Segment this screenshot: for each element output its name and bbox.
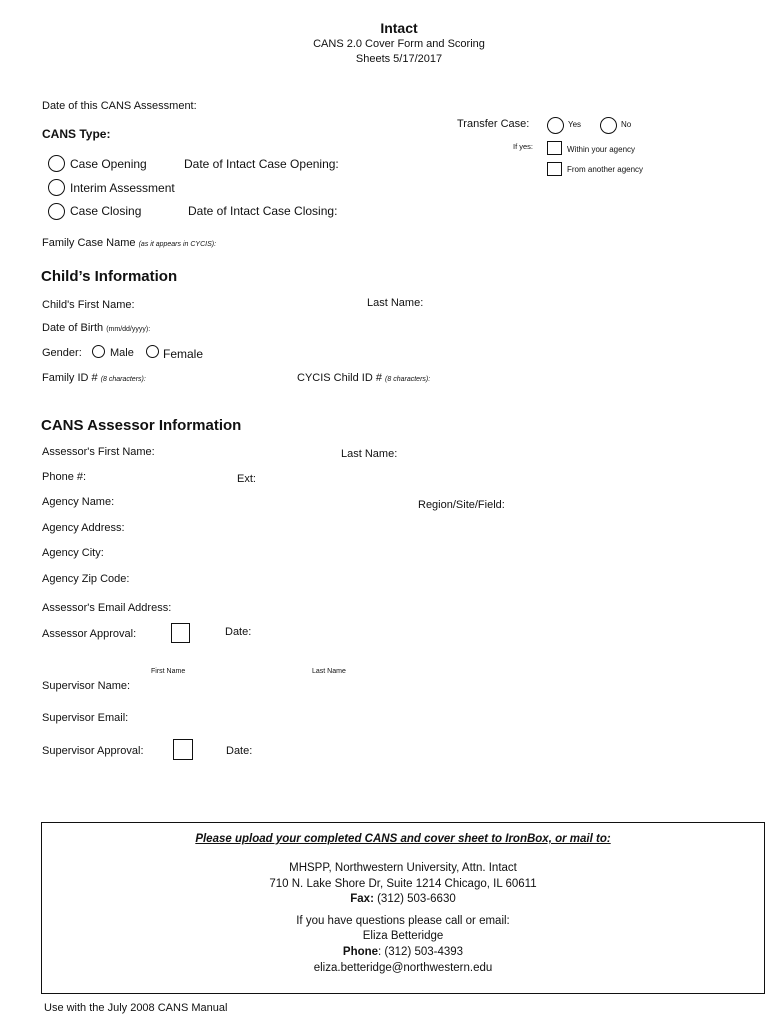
supervisor-approval-label: Supervisor Approval: (42, 745, 144, 757)
assessor-info-heading: CANS Assessor Information (41, 417, 242, 434)
upload-instructions: Please upload your completed CANS and cover sheet to IronBox, or mail to: (195, 833, 611, 845)
family-case-name-text: Family Case Name (42, 237, 136, 249)
gender-female-radio[interactable] (146, 345, 159, 358)
cycis-id-note: (8 characters): (385, 376, 431, 383)
cycis-id-label (297, 372, 430, 384)
supervisor-last-name-hint: Last Name (312, 668, 346, 675)
contact-phone-number: : (312) 503-4393 (378, 946, 464, 958)
ext-label: Ext: (237, 473, 256, 485)
case-opening-radio[interactable] (48, 155, 65, 172)
phone-label: Phone #: (42, 471, 87, 483)
transfer-yes-radio[interactable] (547, 117, 564, 134)
agency-address-label: Agency Address: (42, 522, 125, 534)
contact-name: Eliza Betteridge (362, 930, 444, 942)
agency-name-label: Agency Name: (42, 496, 115, 508)
supervisor-email-label: Supervisor Email: (42, 712, 129, 724)
transfer-if-yes-label: If yes: (513, 142, 534, 151)
footer-note: Use with the July 2008 CANS Manual (44, 1002, 228, 1014)
cans-type-label: CANS Type: (42, 127, 111, 141)
case-closing-label: Case Closing (70, 204, 142, 218)
agency-city-label: Agency City: (42, 547, 104, 559)
case-opening-label: Case Opening (70, 157, 147, 171)
child-first-name-label: Child's First Name: (42, 299, 135, 311)
within-agency-label: Within your agency (567, 145, 636, 154)
form-title: Intact (380, 20, 418, 36)
transfer-no-label: No (621, 120, 632, 129)
assessor-last-name-label: Last Name: (341, 448, 398, 460)
supervisor-first-name-hint: First Name (151, 668, 186, 675)
mail-address-line2: 710 N. Lake Shore Dr, Suite 1214 Chicago, IL 60611 (269, 878, 537, 890)
fax-number: (312) 503-6630 (373, 893, 456, 905)
transfer-no-radio[interactable] (600, 117, 617, 134)
questions-line: If you have questions please call or email: (296, 915, 510, 927)
mail-address-line1: MHSPP, Northwestern University, Attn. Intact (289, 862, 517, 874)
family-id-text: Family ID # (42, 372, 98, 384)
family-case-name-note: (as it appears in CYCIS): (138, 241, 217, 248)
child-info-heading: Child’s Information (41, 268, 178, 285)
fax-line (42, 893, 764, 905)
form-subtitle-line2: Sheets 5/17/2017 (355, 53, 443, 65)
transfer-case-label: Transfer Case: (457, 118, 530, 130)
child-last-name-label: Last Name: (367, 297, 424, 309)
assessor-approval-checkbox[interactable] (171, 623, 190, 643)
family-id-note: (8 characters): (100, 376, 146, 383)
supervisor-date-label: Date: (226, 745, 253, 757)
gender-label: Gender: (42, 347, 82, 359)
cycis-id-text: CYCIS Child ID # (297, 372, 382, 384)
fax-label: Fax: (350, 893, 374, 905)
transfer-yes-label: Yes (568, 120, 582, 129)
dob-label (42, 322, 150, 334)
interim-radio[interactable] (48, 179, 65, 196)
another-agency-label: From another agency (567, 165, 644, 174)
date-case-opening-label: Date of Intact Case Opening: (184, 157, 339, 171)
interim-label: Interim Assessment (70, 181, 175, 195)
dob-text: Date of Birth (42, 322, 104, 334)
gender-female-label: Female (163, 347, 204, 361)
phone-line (42, 946, 764, 958)
mail-instructions-box (41, 822, 765, 994)
family-case-name-label (42, 237, 216, 249)
dob-note: (mm/dd/yyyy): (106, 326, 151, 333)
form-subtitle-line1: CANS 2.0 Cover Form and Scoring (313, 38, 485, 50)
assessor-approval-label: Assessor Approval: (42, 628, 137, 640)
within-agency-checkbox[interactable] (547, 141, 562, 155)
date-case-closing-label: Date of Intact Case Closing: (188, 204, 338, 218)
region-label: Region/Site/Field: (418, 499, 505, 511)
contact-email: eliza.betteridge@northwestern.edu (313, 962, 493, 974)
gender-male-label: Male (110, 347, 134, 359)
another-agency-checkbox[interactable] (547, 162, 562, 176)
agency-zip-label: Agency Zip Code: (42, 573, 130, 585)
contact-phone-label: Phone (342, 946, 379, 958)
assessor-date-label: Date: (225, 626, 252, 638)
assessor-first-name-label: Assessor's First Name: (42, 446, 155, 458)
assessor-email-label: Assessor's Email Address: (42, 602, 172, 614)
supervisor-approval-checkbox[interactable] (173, 739, 193, 760)
family-id-label (42, 372, 146, 384)
supervisor-name-label: Supervisor Name: (42, 680, 131, 692)
assessment-date-label: Date of this CANS Assessment: (42, 100, 197, 112)
case-closing-radio[interactable] (48, 203, 65, 220)
gender-male-radio[interactable] (92, 345, 105, 358)
